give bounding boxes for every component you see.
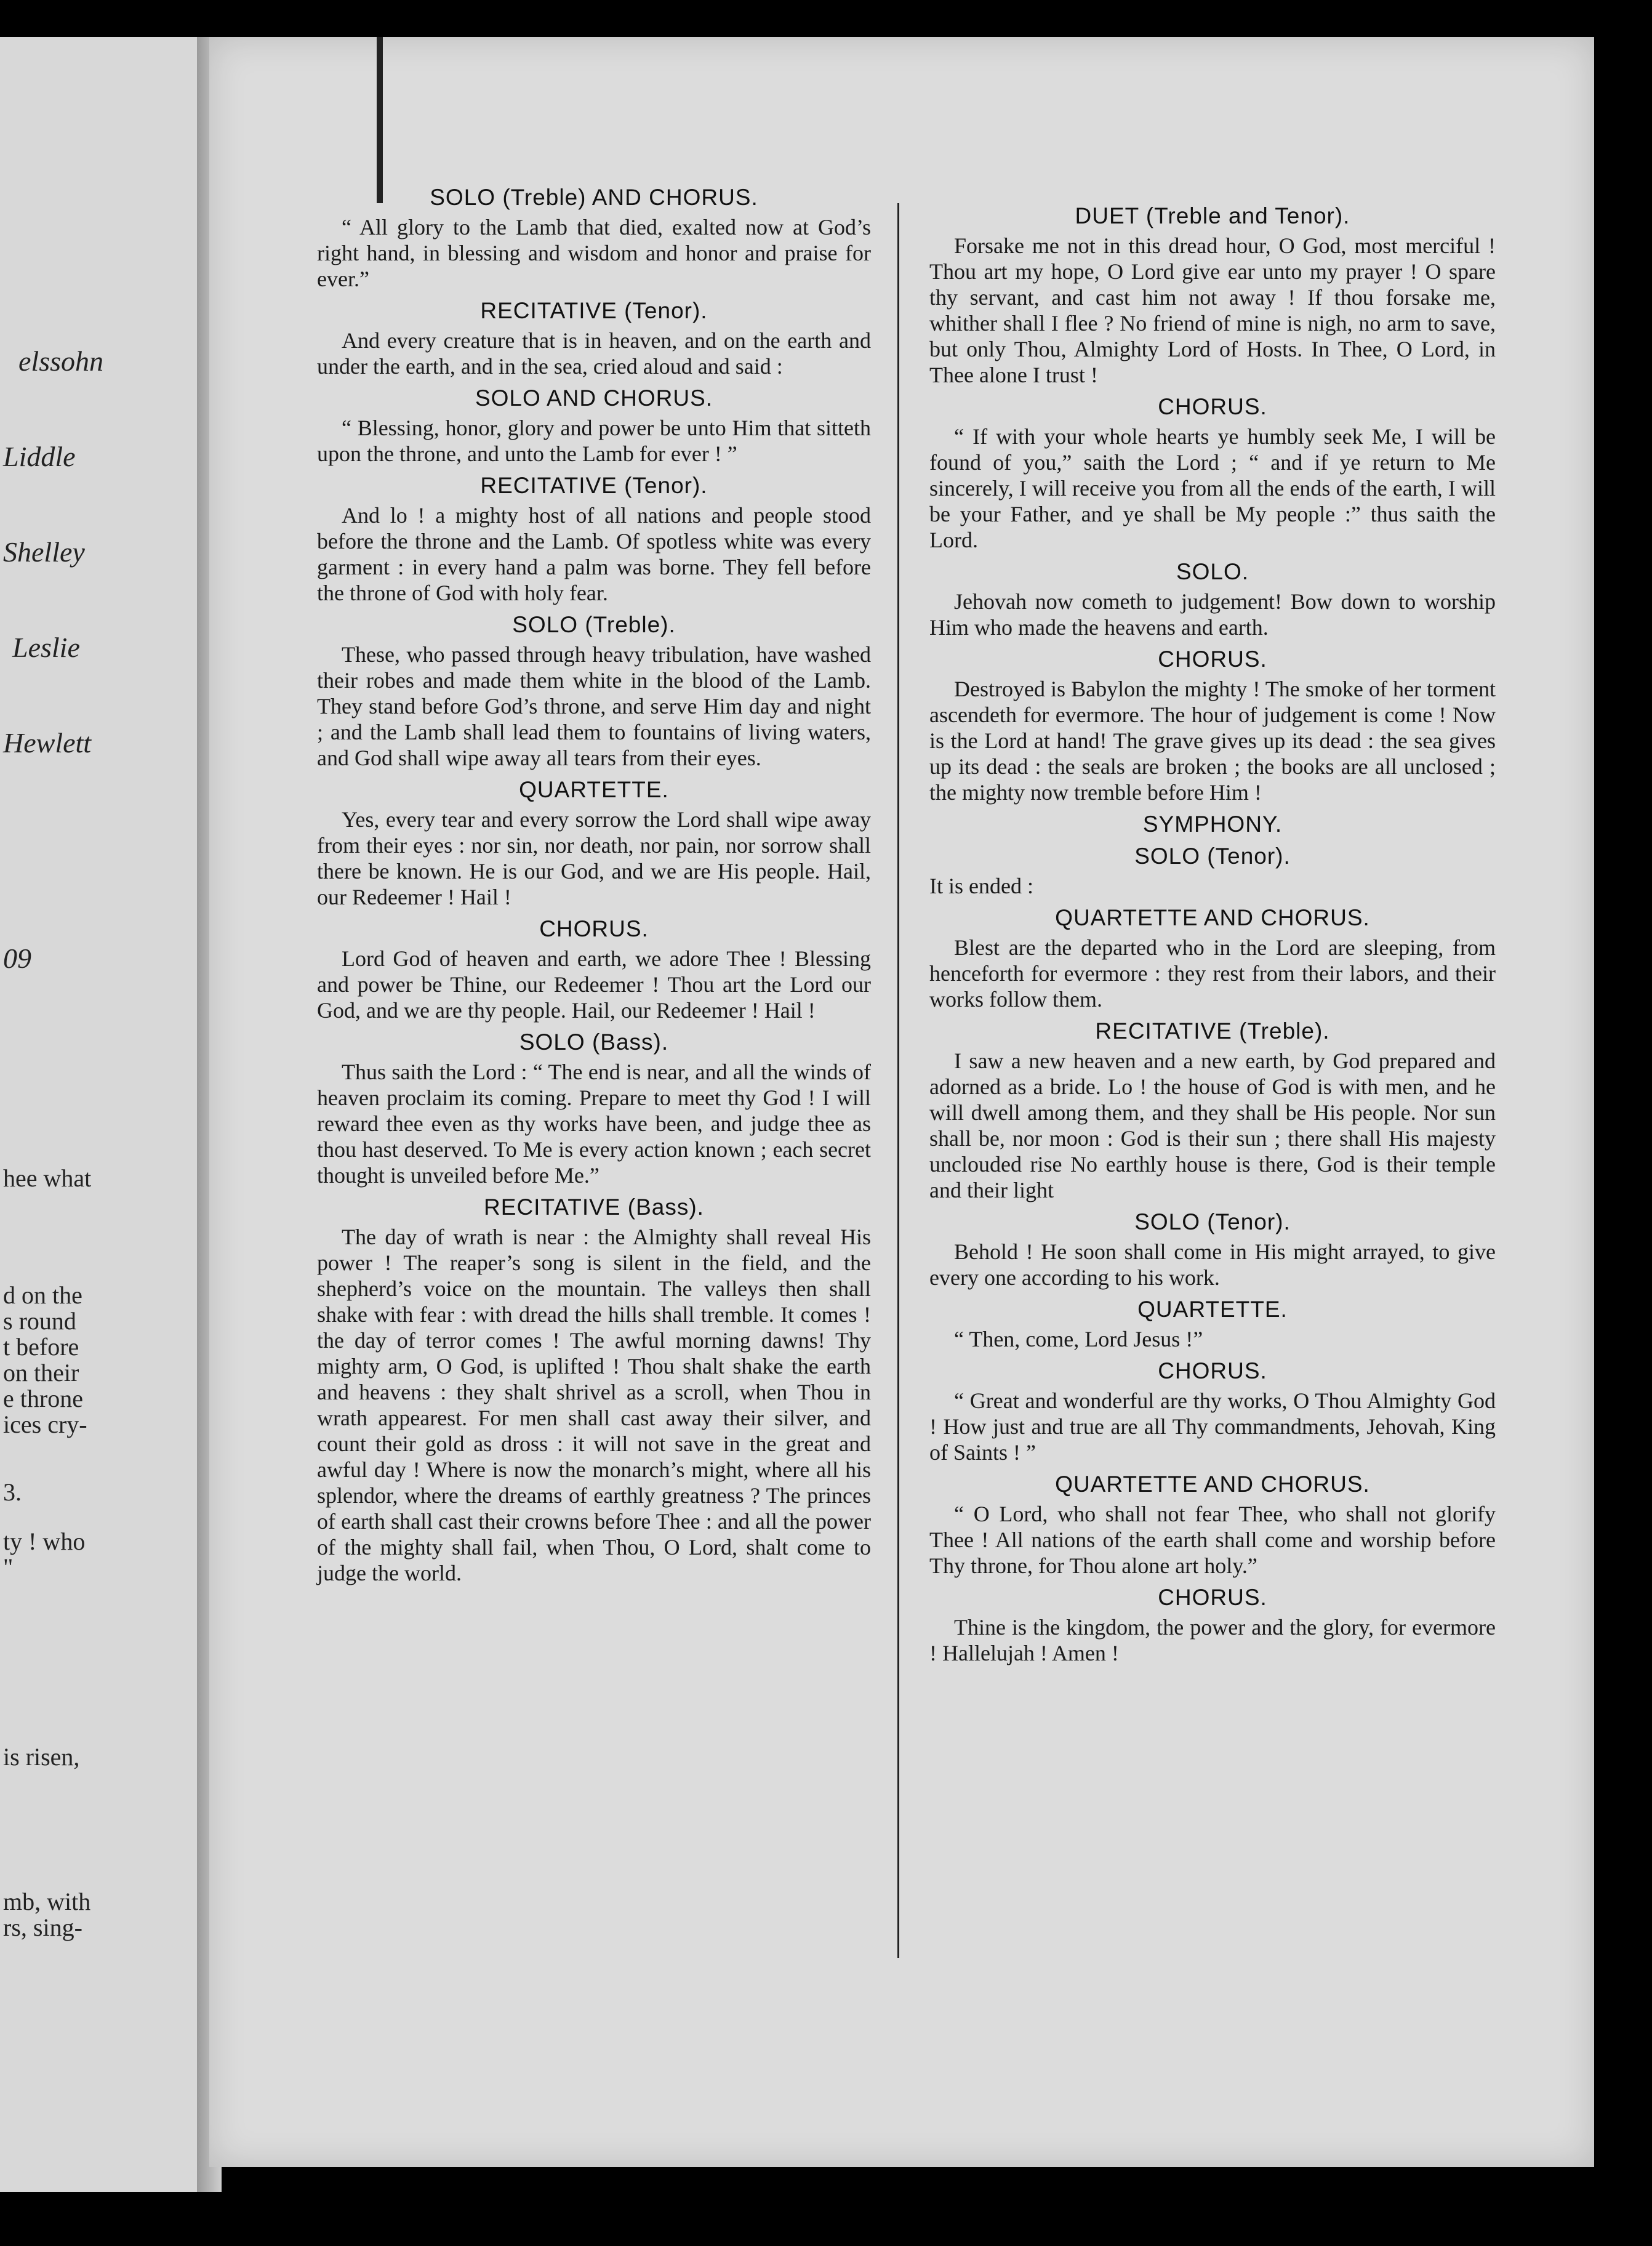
left-fragment: on their [3, 1359, 79, 1387]
section-text: Destroyed is Babylon the mighty ! The smoke of her torment ascendeth for evermore. The hour of judgement is come ! Now is the Lord at hand! The grave gives up its dead : the sea gives up its dead : the seals are broken ; the books are all unclosed ; the mighty now tremble before Him ! [929, 677, 1496, 805]
left-fragment: Hewlett [3, 727, 92, 759]
left-fragment: Leslie [12, 632, 80, 663]
section-text: Forsake me not in this dread hour, O God, most merciful ! Thou art my hope, O Lord give ear unto my prayer ! O spare thy servant, and cast him not away ! If thou forsake me, whither shall I flee ? No friend of mine is nigh, no arm to save, but only Thou, Almighty Lord of Hosts. In Thee, O Lord, in Thee alone I trust ! [929, 233, 1496, 387]
section-heading: CHORUS. [1158, 1585, 1267, 1610]
libretto-section [317, 777, 871, 910]
column-divider [897, 203, 899, 1958]
section-heading: SOLO. [1176, 559, 1249, 584]
libretto-section [317, 1194, 871, 1586]
libretto-section [929, 203, 1496, 388]
left-fragment: Shelley [3, 536, 85, 568]
libretto-section [317, 473, 871, 606]
section-text: “ Blessing, honor, glory and power be unto Him that sitteth upon the throne, and unto the Lamb for ever ! ” [317, 416, 871, 466]
section-heading: SOLO AND CHORUS. [475, 385, 713, 411]
section-heading: QUARTETTE. [1137, 1297, 1288, 1322]
libretto-section [929, 1471, 1496, 1579]
left-fragment: ices cry- [3, 1411, 87, 1438]
left-fragment: s round [3, 1307, 76, 1335]
section-heading: SOLO (Tenor). [1134, 843, 1291, 869]
section-heading: SOLO (Treble). [512, 612, 676, 637]
section-heading: DUET (Treble and Tenor). [1075, 203, 1350, 228]
libretto-section [929, 1358, 1496, 1465]
section-text: Blest are the departed who in the Lord are sleeping, from henceforth for evermore : they rest from their labors, and their works follow them. [929, 935, 1496, 1012]
libretto-section [317, 385, 871, 467]
left-fragment: ty ! who [3, 1528, 86, 1555]
left-fragment: mb, with [3, 1888, 91, 1915]
section-heading: CHORUS. [539, 916, 649, 941]
left-fragment: 09 [3, 943, 31, 974]
libretto-section [929, 559, 1496, 640]
section-heading: CHORUS. [1158, 394, 1267, 419]
libretto-section [929, 811, 1496, 837]
libretto-section [317, 298, 871, 379]
section-text: “ If with your whole hearts ye humbly seek Me, I will be found of you,” saith the Lord ; “ and if ye return to Me sincerely, I will receive you from all the ends of the earth, I will be your Father, and ye shall be My people :” thus saith the Lord. [929, 424, 1496, 552]
libretto-section [929, 905, 1496, 1012]
section-heading: CHORUS. [1158, 646, 1267, 672]
section-heading: SYMPHONY. [1142, 811, 1283, 837]
section-text: Thine is the kingdom, the power and the glory, for evermore ! Hallelujah ! Amen ! [929, 1615, 1496, 1665]
section-text: It is ended : [929, 874, 1033, 898]
section-text: Behold ! He soon shall come in His might arrayed, to give every one according to his work. [929, 1239, 1496, 1290]
left-fragment: rs, sing- [3, 1914, 82, 1941]
right-column [929, 203, 1496, 1672]
section-text: I saw a new heaven and a new earth, by God prepared and adorned as a bride. Lo ! the house of God is with men, and he will dwell among them, and they shall be His people. Nor sun shall be, nor moon : God is their sun ; there shall His majesty unclouded rise No earthly house is there, God is their temple and their light [929, 1049, 1496, 1202]
section-heading: QUARTETTE AND CHORUS. [1055, 1471, 1370, 1497]
left-fragment: Liddle [3, 441, 76, 472]
section-heading: QUARTETTE AND CHORUS. [1055, 905, 1370, 930]
libretto-section [317, 1029, 871, 1188]
left-fragment: is risen, [3, 1743, 80, 1771]
section-text: And every creature that is in heaven, and on the earth and under the earth, and in the sea, cried aloud and said : [317, 328, 871, 379]
libretto-section [929, 1209, 1496, 1290]
libretto-section [929, 646, 1496, 805]
left-fragment: d on the [3, 1281, 82, 1309]
libretto-section [317, 916, 871, 1023]
section-heading: SOLO (Tenor). [1134, 1209, 1291, 1234]
section-text: Yes, every tear and every sorrow the Lord shall wipe away from their eyes : nor sin, nor death, nor pain, nor sorrow shall there be known. He is our God, and we are His people. Hail, our Redeemer ! Hail ! [317, 807, 871, 909]
section-text: Jehovah now cometh to judgement! Bow down to worship Him who made the heavens and earth. [929, 589, 1496, 640]
left-fragment: t before [3, 1333, 79, 1361]
libretto-section [929, 394, 1496, 553]
section-text: “ O Lord, who shall not fear Thee, who shall not glorify Thee ! All nations of the earth shall come and worship before Thy throne, for Thou alone art holy.” [929, 1502, 1496, 1578]
libretto-section [317, 185, 871, 292]
left-fragment: " [3, 1553, 14, 1581]
left-column [317, 185, 871, 1592]
section-text: These, who passed through heavy tribulation, have washed their robes and made them white in the blood of the Lamb. They stand before God’s throne, and serve Him day and night ; and the Lamb shall lead them to fountains of living waters, and God shall wipe away all tears from their eyes. [317, 642, 871, 770]
left-fragment: hee what [3, 1164, 92, 1192]
libretto-section [317, 612, 871, 771]
section-heading: RECITATIVE (Treble). [1095, 1018, 1330, 1044]
section-text: Lord God of heaven and earth, we adore Thee ! Blessing and power be Thine, our Redeemer ! Thou art the Lord our God, and we are thy people. Hail, our Redeemer ! Hail ! [317, 946, 871, 1023]
libretto-section [929, 1297, 1496, 1352]
libretto-section [929, 1585, 1496, 1666]
libretto-section [929, 843, 1496, 899]
left-fragment: 3. [3, 1478, 22, 1506]
left-fragment: e throne [3, 1385, 83, 1412]
left-fragment: elssohn [18, 345, 103, 377]
section-heading: RECITATIVE (Tenor). [480, 473, 708, 498]
section-text: The day of wrath is near : the Almighty shall reveal His power ! The reaper’s song is silent in the field, and the shepherd’s voice on the mountain. The valleys then shall shake with fear : with dread the hills shall tremble. It comes ! the day of terror comes ! The awful morning dawns! Thy mighty arm, O God, is uplifted ! Thou shalt shake the earth and heavens : they shalt shrivel as a scroll, when Thou in wrath appearest. For men shall cast away their silver, and count their gold as dross : it will not save in the great and awful day ! Where is now the monarch’s might, where all his splendor, where the dreams of earthly greatness ? The princes of earth shall cast their crowns before Thee : and all the power of the mighty shall fail, when Thou, O Lord, shalt come to judge the world. [317, 1225, 871, 1585]
section-text: Thus saith the Lord : “ The end is near, and all the winds of heaven proclaim its coming. Prepare to meet thy God ! I will reward thee even as thy works have been, and judge thee as thou hast deserved. To Me is every action known ; each secret thought is unveiled before Me.” [317, 1060, 871, 1188]
section-heading: QUARTETTE. [519, 777, 669, 802]
binding-mark [377, 37, 383, 203]
section-text: And lo ! a mighty host of all nations and people stood before the throne and the Lamb. Of spotless white was every garment : in every hand a palm was borne. They fell before the throne of God with holy fear. [317, 503, 871, 605]
section-heading: CHORUS. [1158, 1358, 1267, 1383]
section-heading: SOLO (Bass). [519, 1029, 669, 1055]
section-heading: RECITATIVE (Bass). [484, 1194, 704, 1220]
section-heading: SOLO (Treble) AND CHORUS. [430, 185, 758, 210]
section-heading: RECITATIVE (Tenor). [480, 298, 708, 323]
section-text: “ All glory to the Lamb that died, exalted now at God’s right hand, in blessing and wisdom and honor and praise for ever.” [317, 215, 871, 291]
section-text: “ Then, come, Lord Jesus !” [954, 1327, 1203, 1351]
section-text: “ Great and wonderful are thy works, O Thou Almighty God ! How just and true are all Thy commandments, Jehovah, King of Saints ! ” [929, 1388, 1496, 1465]
libretto-section [929, 1018, 1496, 1203]
